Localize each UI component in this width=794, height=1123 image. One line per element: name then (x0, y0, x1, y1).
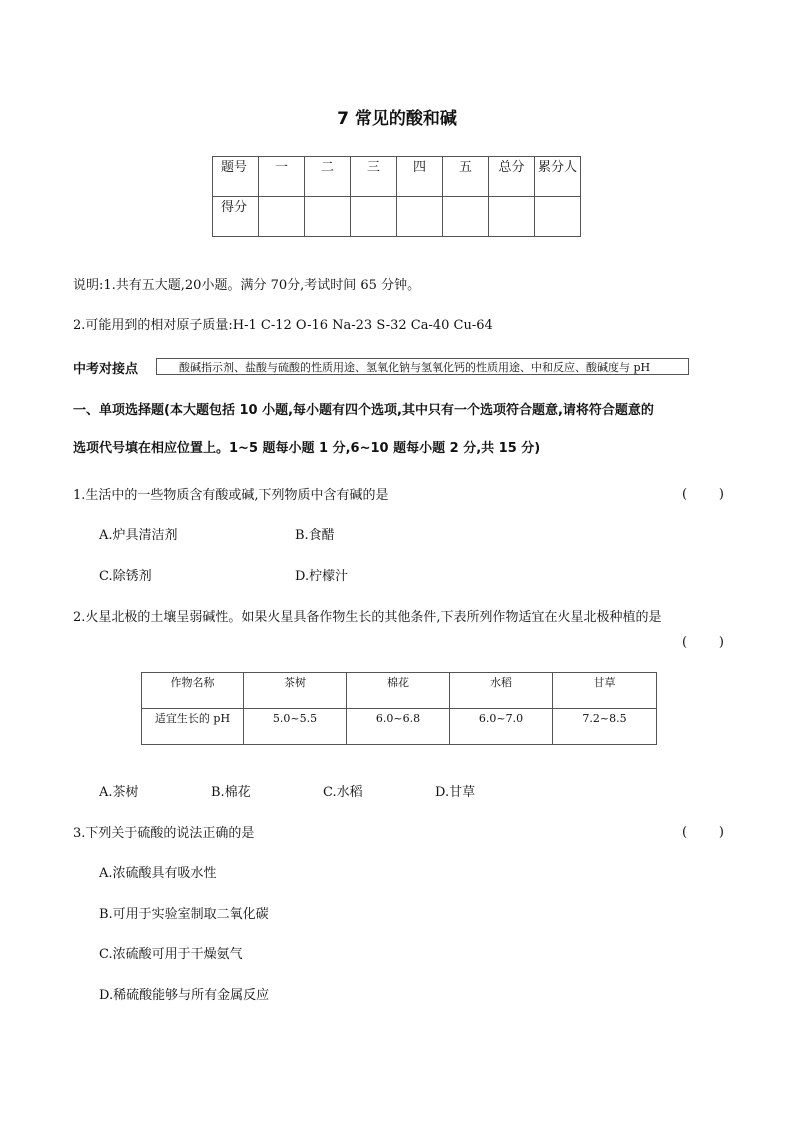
question-2-option-c: C.水稻 (323, 785, 363, 800)
crop-ph-table-value-row (142, 709, 657, 745)
page-title: 7 常见的酸和碱 (337, 109, 457, 129)
score-input-cell[interactable] (305, 197, 351, 237)
crop-ph-table-header-row (142, 673, 657, 709)
crop-table-header-cell: 甘草 (553, 673, 657, 709)
question-3-option-d: D.稀硫酸能够与所有金属反应 (99, 988, 270, 1003)
crop-table-header-cell: 茶树 (244, 673, 347, 709)
bracket-close: ) (718, 825, 724, 840)
question-1-option-c: C.除锈剂 (99, 569, 152, 584)
score-table-score-row (213, 197, 581, 237)
question-2-stem: 2.火星北极的土壤呈弱碱性。如果火星具备作物生长的其他条件,下表所列作物适宜在火星北极种植的是 (73, 610, 662, 625)
question-2-option-a: A.茶树 (99, 785, 139, 800)
score-table (212, 156, 581, 237)
bracket-close: ) (718, 635, 724, 650)
question-3-option-b: B.可用于实验室制取二氧化碳 (99, 907, 269, 922)
answer-bracket-q2[interactable] (682, 635, 724, 650)
key-points-box: 酸碱指示剂、盐酸与硫酸的性质用途、氢氧化钠与氢氧化钙的性质用途、中和反应、酸碱度与 pH (156, 358, 689, 375)
crop-table-header-cell: 棉花 (347, 673, 450, 709)
section-heading-line-1: 一、单项选择题(本大题包括 10 小题,每小题有四个选项,其中只有一个选项符合题意,请将符合题意的 (73, 403, 654, 418)
score-header-cell: 二 (305, 157, 351, 197)
bracket-open: ( (682, 487, 688, 502)
score-input-cell[interactable] (351, 197, 397, 237)
score-input-cell[interactable] (489, 197, 535, 237)
score-input-cell[interactable] (259, 197, 305, 237)
crop-table-header-cell: 作物名称 (142, 673, 244, 709)
score-header-cell: 五 (443, 157, 489, 197)
question-3-option-c: C.浓硫酸可用于干燥氨气 (99, 947, 243, 962)
crop-table-value-cell: 6.0~7.0 (450, 709, 553, 745)
section-heading-line-2: 选项代号填在相应位置上。1~5 题每小题 1 分,6~10 题每小题 2 分,共 15 分) (73, 441, 541, 456)
key-points-label: 中考对接点 (73, 362, 139, 377)
score-table-header-row (213, 157, 581, 197)
question-1-option-a: A.炉具清洁剂 (99, 528, 178, 543)
score-header-cell: 三 (351, 157, 397, 197)
score-header-cell: 累分人 (535, 157, 581, 197)
instructions-line-1: 说明:1.共有五大题,20小题。满分 70分,考试时间 65 分钟。 (73, 278, 421, 293)
score-header-cell: 四 (397, 157, 443, 197)
question-2-option-b: B.棉花 (211, 785, 251, 800)
score-input-cell[interactable] (443, 197, 489, 237)
crop-table-value-cell: 适宜生长的 pH (142, 709, 244, 745)
crop-table-value-cell: 5.0~5.5 (244, 709, 347, 745)
score-header-cell: 题号 (213, 157, 259, 197)
question-3-stem: 3.下列关于硫酸的说法正确的是 (73, 826, 255, 841)
instructions-line-2: 2.可能用到的相对原子质量:H-1 C-12 O-16 Na-23 S-32 Ca-40 Cu-64 (73, 318, 493, 333)
crop-ph-table (141, 672, 657, 745)
question-1-stem: 1.生活中的一些物质含有酸或碱,下列物质中含有碱的是 (73, 488, 389, 503)
bracket-close: ) (718, 487, 724, 502)
answer-bracket-q3[interactable] (682, 825, 724, 840)
question-1-option-d: D.柠檬汁 (295, 569, 349, 584)
bracket-open: ( (682, 635, 688, 650)
bracket-open: ( (682, 825, 688, 840)
answer-bracket-q1[interactable] (682, 487, 724, 502)
score-input-cell[interactable] (397, 197, 443, 237)
score-header-cell: 总分 (489, 157, 535, 197)
score-row-label: 得分 (213, 197, 259, 237)
score-input-cell[interactable] (535, 197, 581, 237)
score-header-cell: 一 (259, 157, 305, 197)
question-2-option-d: D.甘草 (435, 785, 476, 800)
crop-table-value-cell: 6.0~6.8 (347, 709, 450, 745)
question-1-option-b: B.食醋 (295, 528, 335, 543)
crop-table-header-cell: 水稻 (450, 673, 553, 709)
question-3-option-a: A.浓硫酸具有吸水性 (99, 866, 217, 881)
crop-table-value-cell: 7.2~8.5 (553, 709, 657, 745)
